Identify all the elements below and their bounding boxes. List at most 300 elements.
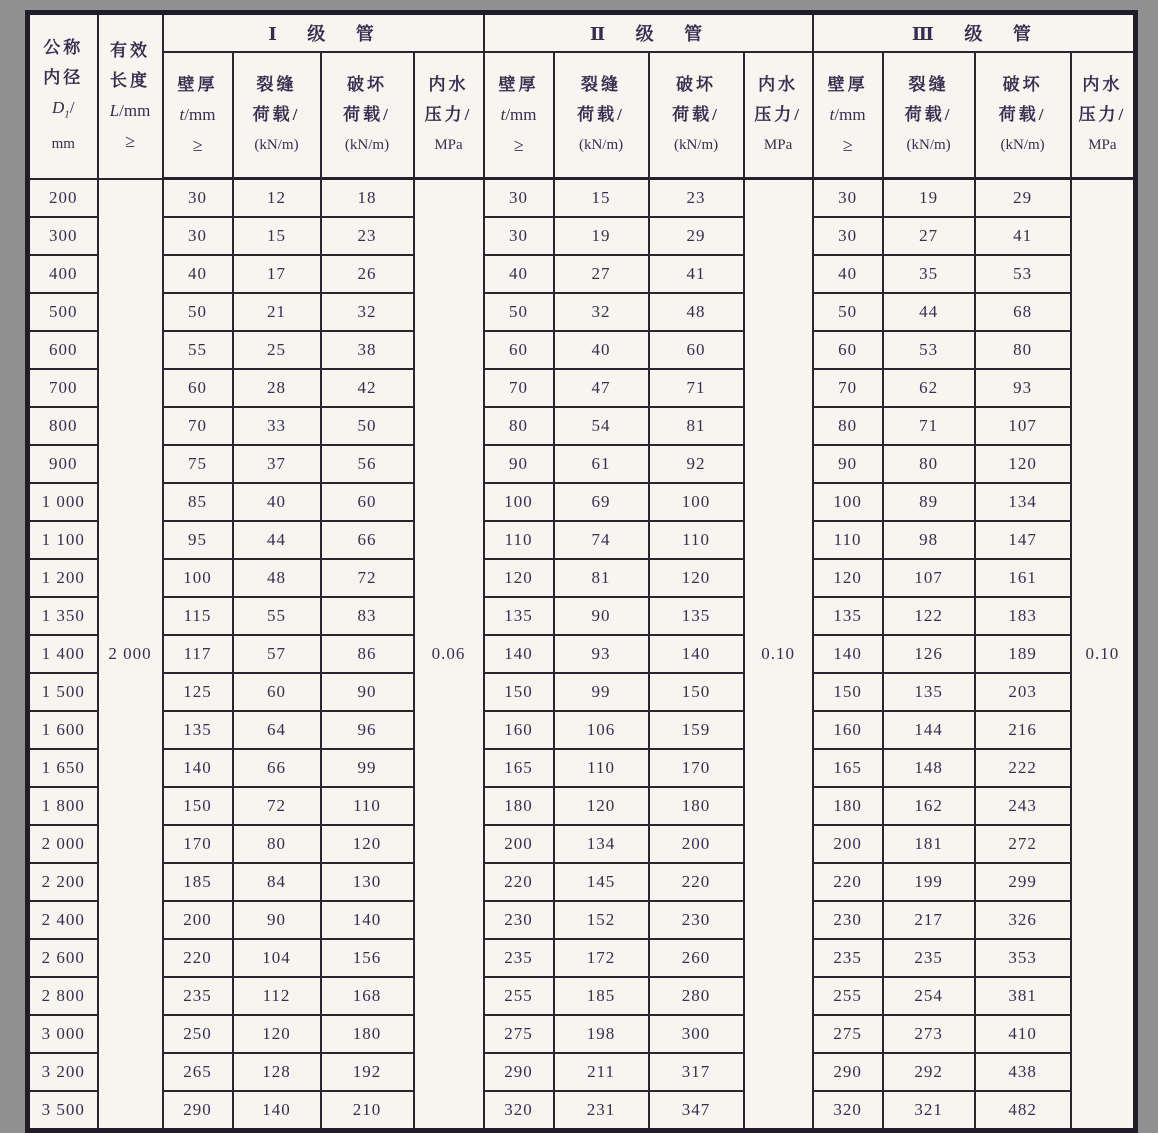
cell-crack-load: 104 bbox=[233, 939, 321, 977]
cell-wall-thickness: 220 bbox=[484, 863, 554, 901]
header-water-pressure-g1 bbox=[414, 52, 484, 179]
table-row bbox=[28, 901, 1136, 939]
header-symbol-line bbox=[164, 100, 232, 130]
cell-nominal-diameter: 300 bbox=[28, 217, 98, 255]
grade-title-row bbox=[28, 13, 1136, 53]
cell-failure-load: 200 bbox=[649, 825, 744, 863]
cell-wall-thickness: 60 bbox=[813, 331, 883, 369]
header-unit-line: (kN/m) bbox=[1000, 137, 1045, 153]
cell-crack-load: 57 bbox=[233, 635, 321, 673]
header-line: 荷载/ bbox=[904, 105, 953, 124]
cell-wall-thickness: 120 bbox=[484, 559, 554, 597]
length-unit: /mm bbox=[119, 101, 151, 121]
cell-nominal-diameter: 3 500 bbox=[28, 1091, 98, 1131]
cell-nominal-diameter: 2 000 bbox=[28, 825, 98, 863]
cell-crack-load: 122 bbox=[883, 597, 975, 635]
cell-crack-load: 90 bbox=[554, 597, 649, 635]
cell-wall-thickness: 70 bbox=[163, 407, 233, 445]
cell-wall-thickness: 50 bbox=[484, 293, 554, 331]
diameter-subscript: 1 bbox=[64, 108, 70, 121]
header-line: 公称 bbox=[43, 38, 84, 58]
cell-wall-thickness: 140 bbox=[813, 635, 883, 673]
cell-nominal-diameter: 1 800 bbox=[28, 787, 98, 825]
cell-wall-thickness: 150 bbox=[813, 673, 883, 711]
cell-crack-load: 27 bbox=[883, 217, 975, 255]
thickness-symbol: t bbox=[500, 105, 506, 124]
cell-failure-load: 260 bbox=[649, 939, 744, 977]
cell-nominal-diameter: 1 400 bbox=[28, 635, 98, 673]
cell-wall-thickness: 40 bbox=[484, 255, 554, 293]
cell-crack-load: 99 bbox=[554, 673, 649, 711]
cell-crack-load: 74 bbox=[554, 521, 649, 559]
cell-wall-thickness: 135 bbox=[163, 711, 233, 749]
header-water-pressure-g3 bbox=[1071, 52, 1136, 179]
cell-failure-load: 41 bbox=[975, 217, 1071, 255]
cell-failure-load: 243 bbox=[975, 787, 1071, 825]
cell-wall-thickness: 135 bbox=[813, 597, 883, 635]
sub-header-row bbox=[28, 52, 1136, 179]
cell-wall-thickness: 235 bbox=[813, 939, 883, 977]
cell-wall-thickness: 30 bbox=[813, 179, 883, 218]
cell-wall-thickness: 320 bbox=[813, 1091, 883, 1131]
cell-crack-load: 126 bbox=[883, 635, 975, 673]
table-body bbox=[28, 179, 1136, 1131]
header-line: 荷载/ bbox=[577, 105, 625, 124]
table-row bbox=[28, 1091, 1136, 1131]
header-line: 压力/ bbox=[1078, 105, 1127, 124]
cell-crack-load: 72 bbox=[233, 787, 321, 825]
header-symbol-line bbox=[485, 100, 553, 130]
cell-crack-load: 44 bbox=[233, 521, 321, 559]
cell-wall-thickness: 320 bbox=[484, 1091, 554, 1131]
table-header bbox=[28, 13, 1136, 179]
cell-wall-thickness: 180 bbox=[813, 787, 883, 825]
cell-failure-load: 42 bbox=[321, 369, 414, 407]
cell-crack-load: 62 bbox=[883, 369, 975, 407]
diameter-slash: / bbox=[69, 98, 75, 118]
cell-failure-load: 159 bbox=[649, 711, 744, 749]
cell-crack-load: 40 bbox=[554, 331, 649, 369]
cell-failure-load: 32 bbox=[321, 293, 414, 331]
header-line: 压力/ bbox=[424, 105, 473, 124]
header-unit-line: MPa bbox=[434, 137, 463, 153]
table-row bbox=[28, 445, 1136, 483]
cell-nominal-diameter: 3 000 bbox=[28, 1015, 98, 1053]
cell-failure-load: 147 bbox=[975, 521, 1071, 559]
cell-nominal-diameter: 1 000 bbox=[28, 483, 98, 521]
cell-wall-thickness: 290 bbox=[163, 1091, 233, 1131]
cell-failure-load: 299 bbox=[975, 863, 1071, 901]
cell-crack-load: 54 bbox=[554, 407, 649, 445]
cell-failure-load: 192 bbox=[321, 1053, 414, 1091]
header-unit-line: (kN/m) bbox=[673, 137, 719, 153]
header-line: 内水 bbox=[428, 75, 469, 94]
cell-failure-load: 183 bbox=[975, 597, 1071, 635]
cell-failure-load: 272 bbox=[975, 825, 1071, 863]
cell-failure-load: 381 bbox=[975, 977, 1071, 1015]
header-unit-line: (kN/m) bbox=[906, 137, 951, 153]
header-grade-3 bbox=[813, 13, 1136, 53]
cell-wall-thickness: 110 bbox=[484, 521, 554, 559]
header-line: 破坏 bbox=[676, 75, 717, 94]
header-line: 破坏 bbox=[347, 75, 387, 94]
cell-crack-load: 181 bbox=[883, 825, 975, 863]
cell-wall-thickness: 230 bbox=[484, 901, 554, 939]
cell-wall-thickness: 255 bbox=[484, 977, 554, 1015]
cell-crack-load: 15 bbox=[554, 179, 649, 218]
cell-crack-load: 107 bbox=[883, 559, 975, 597]
cell-wall-thickness: 220 bbox=[163, 939, 233, 977]
cell-crack-load: 217 bbox=[883, 901, 975, 939]
cell-failure-load: 26 bbox=[321, 255, 414, 293]
cell-failure-load: 86 bbox=[321, 635, 414, 673]
cell-wall-thickness: 180 bbox=[484, 787, 554, 825]
cell-crack-load: 37 bbox=[233, 445, 321, 483]
cell-crack-load: 61 bbox=[554, 445, 649, 483]
header-line: 荷载/ bbox=[998, 105, 1047, 124]
cell-wall-thickness: 70 bbox=[484, 369, 554, 407]
cell-wall-thickness: 165 bbox=[813, 749, 883, 787]
cell-failure-load: 38 bbox=[321, 331, 414, 369]
header-failure-load-g1 bbox=[321, 52, 414, 179]
cell-failure-load: 347 bbox=[649, 1091, 744, 1131]
header-line: 内水 bbox=[758, 75, 799, 94]
cell-nominal-diameter: 600 bbox=[28, 331, 98, 369]
cell-crack-load: 254 bbox=[883, 977, 975, 1015]
cell-crack-load: 211 bbox=[554, 1053, 649, 1091]
cell-failure-load: 135 bbox=[649, 597, 744, 635]
cell-crack-load: 21 bbox=[233, 293, 321, 331]
cell-failure-load: 300 bbox=[649, 1015, 744, 1053]
header-crack-load-g1 bbox=[233, 52, 321, 179]
cell-failure-load: 438 bbox=[975, 1053, 1071, 1091]
cell-crack-load: 172 bbox=[554, 939, 649, 977]
greater-equal-symbol: ≥ bbox=[192, 135, 203, 155]
table-row bbox=[28, 711, 1136, 749]
header-line: 壁厚 bbox=[827, 75, 868, 94]
header-unit-line: MPa bbox=[1088, 137, 1117, 153]
cell-failure-load: 29 bbox=[975, 179, 1071, 218]
grade-title: Ⅰ 级 管 bbox=[268, 24, 378, 44]
cell-crack-load: 40 bbox=[233, 483, 321, 521]
cell-failure-load: 150 bbox=[649, 673, 744, 711]
cell-failure-load: 107 bbox=[975, 407, 1071, 445]
cell-crack-load: 48 bbox=[233, 559, 321, 597]
cell-failure-load: 482 bbox=[975, 1091, 1071, 1131]
cell-crack-load: 89 bbox=[883, 483, 975, 521]
cell-crack-load: 231 bbox=[554, 1091, 649, 1131]
cell-water-pressure: 0.10 bbox=[1071, 179, 1136, 1131]
cell-failure-load: 353 bbox=[975, 939, 1071, 977]
cell-failure-load: 156 bbox=[321, 939, 414, 977]
cell-nominal-diameter: 1 100 bbox=[28, 521, 98, 559]
cell-wall-thickness: 100 bbox=[813, 483, 883, 521]
table-row bbox=[28, 407, 1136, 445]
cell-nominal-diameter: 2 200 bbox=[28, 863, 98, 901]
cell-wall-thickness: 40 bbox=[813, 255, 883, 293]
cell-nominal-diameter: 1 200 bbox=[28, 559, 98, 597]
cell-failure-load: 99 bbox=[321, 749, 414, 787]
cell-wall-thickness: 30 bbox=[163, 179, 233, 218]
cell-crack-load: 185 bbox=[554, 977, 649, 1015]
cell-nominal-diameter: 400 bbox=[28, 255, 98, 293]
cell-water-pressure: 0.06 bbox=[414, 179, 484, 1131]
header-crack-load-g3 bbox=[883, 52, 975, 179]
cell-failure-load: 120 bbox=[649, 559, 744, 597]
cell-crack-load: 33 bbox=[233, 407, 321, 445]
cell-failure-load: 66 bbox=[321, 521, 414, 559]
cell-wall-thickness: 125 bbox=[163, 673, 233, 711]
cell-crack-load: 80 bbox=[883, 445, 975, 483]
table-row bbox=[28, 749, 1136, 787]
cell-failure-load: 210 bbox=[321, 1091, 414, 1131]
cell-failure-load: 29 bbox=[649, 217, 744, 255]
cell-crack-load: 198 bbox=[554, 1015, 649, 1053]
cell-wall-thickness: 200 bbox=[813, 825, 883, 863]
cell-failure-load: 317 bbox=[649, 1053, 744, 1091]
header-unit-line: (kN/m) bbox=[254, 137, 299, 153]
cell-nominal-diameter: 1 650 bbox=[28, 749, 98, 787]
header-line: 长度 bbox=[110, 71, 150, 91]
table-row bbox=[28, 369, 1136, 407]
header-nominal-diameter bbox=[28, 13, 98, 179]
cell-crack-load: 64 bbox=[233, 711, 321, 749]
cell-wall-thickness: 150 bbox=[163, 787, 233, 825]
cell-wall-thickness: 170 bbox=[163, 825, 233, 863]
cell-failure-load: 170 bbox=[649, 749, 744, 787]
cell-crack-load: 145 bbox=[554, 863, 649, 901]
table-row bbox=[28, 863, 1136, 901]
cell-crack-load: 27 bbox=[554, 255, 649, 293]
header-line: 压力/ bbox=[754, 105, 802, 124]
header-symbol-line bbox=[99, 96, 162, 126]
cell-nominal-diameter: 1 500 bbox=[28, 673, 98, 711]
cell-crack-load: 134 bbox=[554, 825, 649, 863]
header-wall-thickness-g1 bbox=[163, 52, 233, 179]
header-unit-line: (kN/m) bbox=[578, 137, 624, 153]
header-crack-load-g2 bbox=[554, 52, 649, 179]
cell-failure-load: 53 bbox=[975, 255, 1071, 293]
header-wall-thickness-g3 bbox=[813, 52, 883, 179]
cell-crack-load: 53 bbox=[883, 331, 975, 369]
cell-wall-thickness: 85 bbox=[163, 483, 233, 521]
cell-failure-load: 216 bbox=[975, 711, 1071, 749]
cell-failure-load: 189 bbox=[975, 635, 1071, 673]
cell-wall-thickness: 275 bbox=[813, 1015, 883, 1053]
cell-crack-load: 235 bbox=[883, 939, 975, 977]
cell-crack-load: 25 bbox=[233, 331, 321, 369]
cell-wall-thickness: 50 bbox=[163, 293, 233, 331]
cell-wall-thickness: 165 bbox=[484, 749, 554, 787]
cell-wall-thickness: 135 bbox=[484, 597, 554, 635]
cell-wall-thickness: 275 bbox=[484, 1015, 554, 1053]
cell-crack-load: 19 bbox=[883, 179, 975, 218]
cell-wall-thickness: 235 bbox=[484, 939, 554, 977]
cell-crack-load: 19 bbox=[554, 217, 649, 255]
cell-wall-thickness: 290 bbox=[484, 1053, 554, 1091]
cell-failure-load: 68 bbox=[975, 293, 1071, 331]
header-wall-thickness-g2 bbox=[484, 52, 554, 179]
cell-crack-load: 120 bbox=[554, 787, 649, 825]
cell-failure-load: 96 bbox=[321, 711, 414, 749]
table-row bbox=[28, 217, 1136, 255]
cell-nominal-diameter: 700 bbox=[28, 369, 98, 407]
scanned-page bbox=[25, 10, 1133, 1133]
cell-failure-load: 90 bbox=[321, 673, 414, 711]
cell-failure-load: 410 bbox=[975, 1015, 1071, 1053]
greater-equal-symbol: ≥ bbox=[513, 135, 524, 155]
cell-wall-thickness: 75 bbox=[163, 445, 233, 483]
table-row bbox=[28, 255, 1136, 293]
cell-failure-load: 110 bbox=[321, 787, 414, 825]
cell-wall-thickness: 255 bbox=[813, 977, 883, 1015]
cell-failure-load: 230 bbox=[649, 901, 744, 939]
cell-failure-load: 83 bbox=[321, 597, 414, 635]
cell-failure-load: 60 bbox=[649, 331, 744, 369]
cell-nominal-diameter: 1 350 bbox=[28, 597, 98, 635]
cell-failure-load: 120 bbox=[975, 445, 1071, 483]
cell-failure-load: 100 bbox=[649, 483, 744, 521]
table-row bbox=[28, 559, 1136, 597]
table-row bbox=[28, 977, 1136, 1015]
cell-wall-thickness: 140 bbox=[484, 635, 554, 673]
cell-wall-thickness: 55 bbox=[163, 331, 233, 369]
cell-wall-thickness: 30 bbox=[163, 217, 233, 255]
diameter-symbol: D bbox=[51, 98, 65, 118]
cell-wall-thickness: 70 bbox=[813, 369, 883, 407]
cell-wall-thickness: 90 bbox=[813, 445, 883, 483]
cell-failure-load: 220 bbox=[649, 863, 744, 901]
cell-crack-load: 152 bbox=[554, 901, 649, 939]
cell-crack-load: 148 bbox=[883, 749, 975, 787]
cell-wall-thickness: 140 bbox=[163, 749, 233, 787]
greater-equal-symbol: ≥ bbox=[842, 135, 853, 155]
cell-failure-load: 71 bbox=[649, 369, 744, 407]
cell-crack-load: 128 bbox=[233, 1053, 321, 1091]
table-row bbox=[28, 1015, 1136, 1053]
cell-wall-thickness: 150 bbox=[484, 673, 554, 711]
table-row bbox=[28, 673, 1136, 711]
cell-crack-load: 292 bbox=[883, 1053, 975, 1091]
header-unit-line: (kN/m) bbox=[344, 137, 390, 153]
cell-crack-load: 106 bbox=[554, 711, 649, 749]
cell-crack-load: 84 bbox=[233, 863, 321, 901]
cell-wall-thickness: 200 bbox=[484, 825, 554, 863]
cell-failure-load: 110 bbox=[649, 521, 744, 559]
cell-failure-load: 50 bbox=[321, 407, 414, 445]
cell-failure-load: 23 bbox=[321, 217, 414, 255]
cell-failure-load: 140 bbox=[321, 901, 414, 939]
header-symbol-line bbox=[814, 100, 882, 130]
thickness-symbol: t bbox=[179, 105, 185, 124]
header-line: 壁厚 bbox=[498, 75, 539, 94]
cell-wall-thickness: 265 bbox=[163, 1053, 233, 1091]
cell-failure-load: 56 bbox=[321, 445, 414, 483]
thickness-unit: /mm bbox=[834, 105, 866, 124]
header-unit-line: mm bbox=[51, 136, 75, 153]
cell-crack-load: 55 bbox=[233, 597, 321, 635]
cell-crack-load: 15 bbox=[233, 217, 321, 255]
cell-failure-load: 93 bbox=[975, 369, 1071, 407]
header-grade-1 bbox=[163, 13, 484, 53]
cell-wall-thickness: 50 bbox=[813, 293, 883, 331]
cell-wall-thickness: 30 bbox=[813, 217, 883, 255]
cell-wall-thickness: 290 bbox=[813, 1053, 883, 1091]
cell-crack-load: 71 bbox=[883, 407, 975, 445]
table-row bbox=[28, 331, 1136, 369]
cell-wall-thickness: 40 bbox=[163, 255, 233, 293]
cell-crack-load: 32 bbox=[554, 293, 649, 331]
grade-title: Ⅲ 级 管 bbox=[911, 24, 1035, 44]
cell-crack-load: 98 bbox=[883, 521, 975, 559]
header-line: 裂缝 bbox=[581, 75, 622, 94]
cell-crack-load: 112 bbox=[233, 977, 321, 1015]
cell-crack-load: 162 bbox=[883, 787, 975, 825]
cell-nominal-diameter: 2 600 bbox=[28, 939, 98, 977]
header-line: 有效 bbox=[110, 41, 150, 61]
cell-nominal-diameter: 3 200 bbox=[28, 1053, 98, 1091]
cell-wall-thickness: 60 bbox=[163, 369, 233, 407]
header-line: 裂缝 bbox=[256, 75, 297, 94]
header-unit-line: MPa bbox=[763, 137, 793, 153]
cell-crack-load: 93 bbox=[554, 635, 649, 673]
cell-wall-thickness: 160 bbox=[484, 711, 554, 749]
cell-crack-load: 66 bbox=[233, 749, 321, 787]
greater-equal-symbol: ≥ bbox=[125, 131, 135, 152]
cell-crack-load: 12 bbox=[233, 179, 321, 218]
cell-wall-thickness: 250 bbox=[163, 1015, 233, 1053]
header-line: 破坏 bbox=[1002, 75, 1043, 94]
cell-failure-load: 41 bbox=[649, 255, 744, 293]
cell-failure-load: 168 bbox=[321, 977, 414, 1015]
cell-crack-load: 135 bbox=[883, 673, 975, 711]
cell-failure-load: 280 bbox=[649, 977, 744, 1015]
header-effective-length bbox=[98, 13, 163, 179]
cell-failure-load: 18 bbox=[321, 179, 414, 218]
cell-nominal-diameter: 200 bbox=[28, 179, 98, 218]
cell-crack-load: 35 bbox=[883, 255, 975, 293]
cell-crack-load: 199 bbox=[883, 863, 975, 901]
cell-failure-load: 81 bbox=[649, 407, 744, 445]
cell-crack-load: 80 bbox=[233, 825, 321, 863]
cell-wall-thickness: 120 bbox=[813, 559, 883, 597]
cell-crack-load: 69 bbox=[554, 483, 649, 521]
cell-wall-thickness: 100 bbox=[484, 483, 554, 521]
cell-wall-thickness: 235 bbox=[163, 977, 233, 1015]
header-line: 荷载/ bbox=[672, 105, 720, 124]
cell-failure-load: 72 bbox=[321, 559, 414, 597]
cell-wall-thickness: 95 bbox=[163, 521, 233, 559]
cell-failure-load: 180 bbox=[321, 1015, 414, 1053]
cell-wall-thickness: 80 bbox=[813, 407, 883, 445]
cell-crack-load: 28 bbox=[233, 369, 321, 407]
table-row bbox=[28, 1053, 1136, 1091]
cell-failure-load: 203 bbox=[975, 673, 1071, 711]
cell-failure-load: 140 bbox=[649, 635, 744, 673]
cell-crack-load: 120 bbox=[233, 1015, 321, 1053]
cell-nominal-diameter: 900 bbox=[28, 445, 98, 483]
header-symbol-line bbox=[30, 93, 97, 129]
cell-crack-load: 44 bbox=[883, 293, 975, 331]
cell-effective-length: 2 000 bbox=[98, 179, 163, 1131]
cell-wall-thickness: 100 bbox=[163, 559, 233, 597]
cell-crack-load: 17 bbox=[233, 255, 321, 293]
cell-failure-load: 326 bbox=[975, 901, 1071, 939]
cell-failure-load: 161 bbox=[975, 559, 1071, 597]
table-row bbox=[28, 939, 1136, 977]
cell-wall-thickness: 200 bbox=[163, 901, 233, 939]
header-water-pressure-g2 bbox=[744, 52, 813, 179]
